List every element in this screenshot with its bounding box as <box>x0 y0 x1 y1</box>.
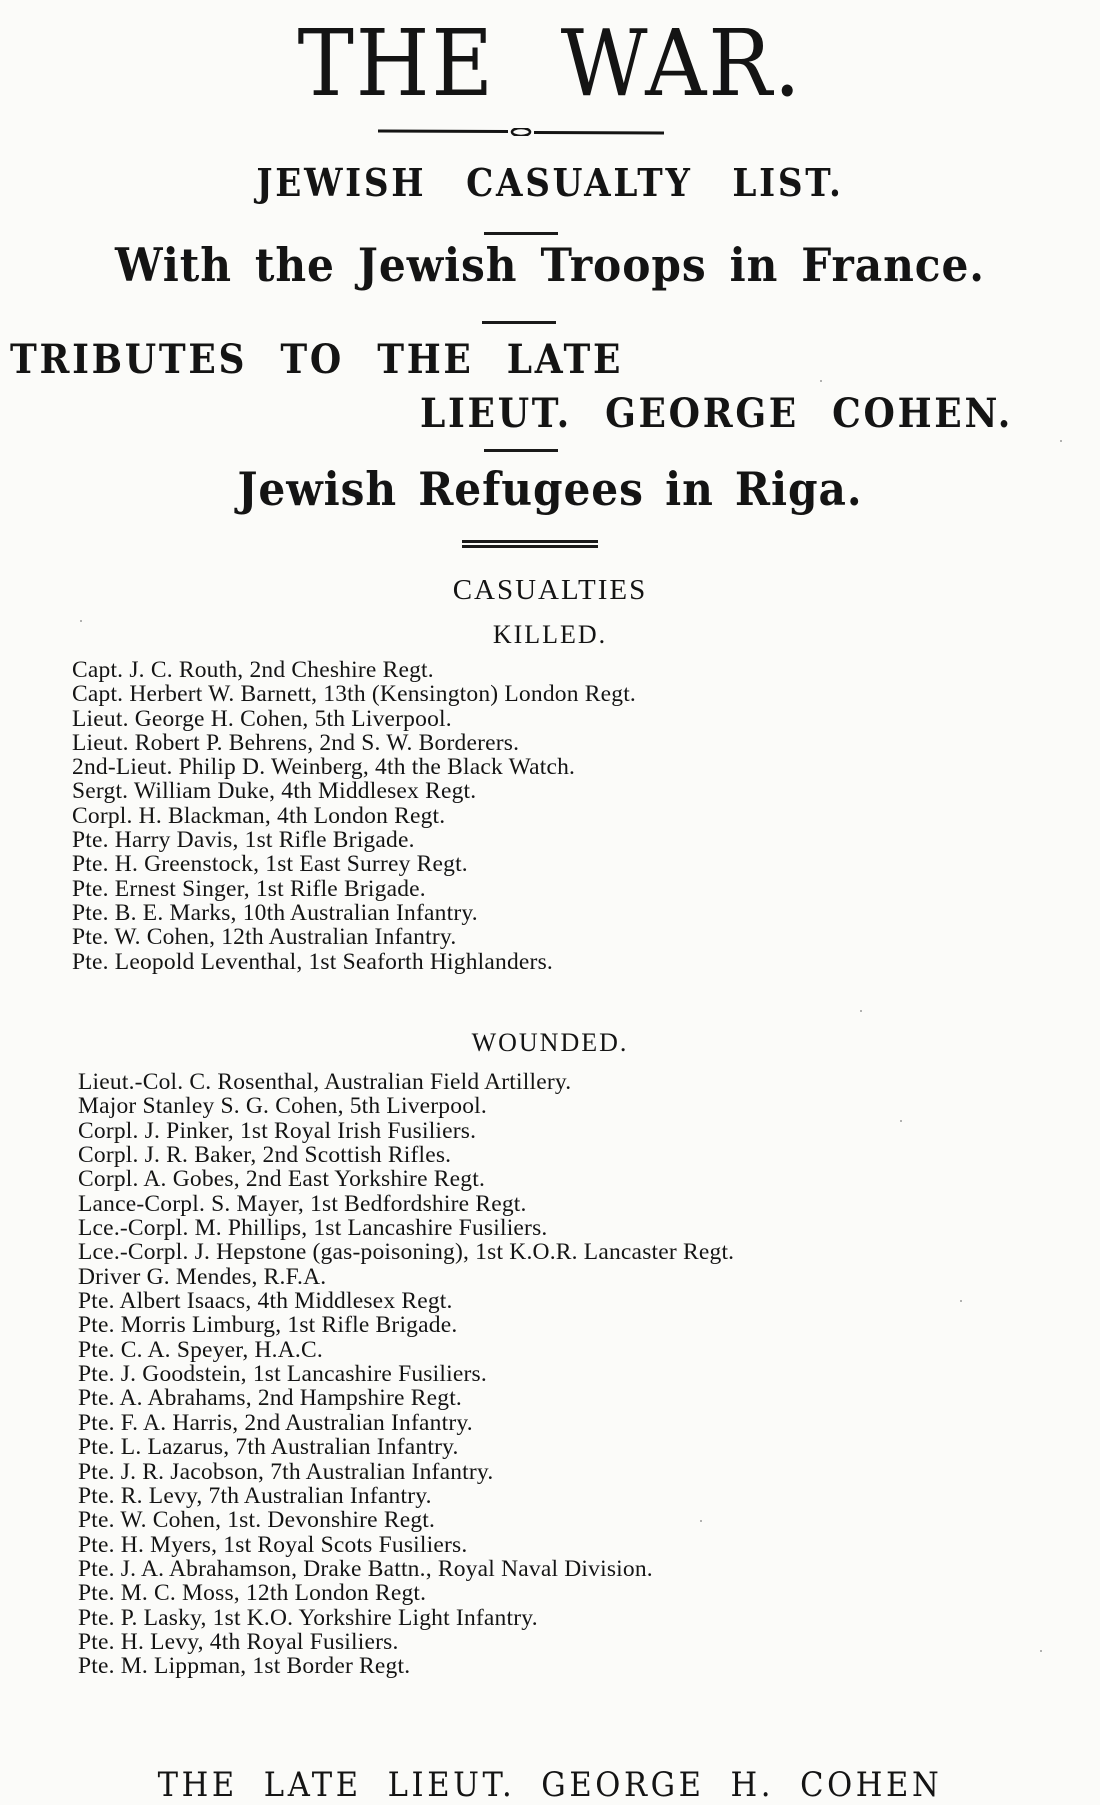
print-speck <box>960 1300 962 1302</box>
subheading-troops-france: With the Jewish Troops in France. <box>115 238 985 292</box>
list-item: Sergt. William Duke, 4th Middlesex Regt. <box>72 778 477 805</box>
list-item: Pte. H. Greenstock, 1st East Surrey Regt. <box>72 851 468 878</box>
list-item: Pte. B. E. Marks, 10th Australian Infantry. <box>72 899 478 926</box>
killed-heading: KILLED. <box>492 620 608 649</box>
print-speck <box>1060 440 1062 442</box>
print-speck <box>80 620 82 622</box>
list-item: Pte. L. Lazarus, 7th Australian Infantry. <box>78 1434 459 1461</box>
list-item: Corpl. J. Pinker, 1st Royal Irish Fusiliers. <box>78 1117 477 1144</box>
list-item: Lce.-Corpl. M. Phillips, 1st Lancashire Fusiliers. <box>78 1215 548 1242</box>
print-speck <box>1040 1650 1042 1652</box>
list-item: Pte. Morris Limburg, 1st Rifle Brigade. <box>78 1312 458 1339</box>
list-item: Lieut.-Col. C. Rosenthal, Australian Field Artillery. <box>78 1069 572 1095</box>
list-item: Capt. J. C. Routh, 2nd Cheshire Regt. <box>72 657 434 683</box>
casualties-heading: CASUALTIES <box>452 574 648 606</box>
list-item: Capt. Herbert W. Barnett, 13th (Kensington) London Regt. <box>72 681 637 708</box>
ornamental-rule <box>378 128 664 136</box>
list-item: Pte. M. C. Moss, 12th London Regt. <box>78 1580 427 1607</box>
list-item: Pte. Leopold Leventhal, 1st Seaforth Highlanders. <box>72 948 553 975</box>
list-item: Pte. A. Abrahams, 2nd Hampshire Regt. <box>78 1385 463 1412</box>
wounded-heading: WOUNDED. <box>471 1028 629 1057</box>
list-item: Lance-Corpl. S. Mayer, 1st Bedfordshire Regt. <box>78 1190 527 1217</box>
list-item: Driver G. Mendes, R.F.A. <box>78 1263 327 1290</box>
list-item: Pte. W. Cohen, 12th Australian Infantry. <box>72 924 457 951</box>
list-item: Pte. Albert Isaacs, 4th Middlesex Regt. <box>78 1288 453 1315</box>
divider-rule <box>482 321 556 324</box>
killed-list <box>72 658 636 974</box>
list-item: 2nd-Lieut. Philip D. Weinberg, 4th the Black Watch. <box>72 754 576 781</box>
article-title: THE WAR. <box>297 10 803 117</box>
list-item: Lieut. George H. Cohen, 5th Liverpool. <box>72 705 452 732</box>
divider-rule <box>484 449 558 452</box>
print-speck <box>900 1120 902 1122</box>
list-item: Corpl. H. Blackman, 4th London Regt. <box>72 802 446 829</box>
print-speck <box>700 1520 702 1522</box>
divider-rule <box>484 232 558 235</box>
list-item: Pte. H. Levy, 4th Royal Fusiliers. <box>78 1628 399 1655</box>
list-item: Pte. H. Myers, 1st Royal Scots Fusiliers. <box>78 1531 468 1558</box>
wounded-list <box>78 1070 734 1679</box>
print-speck <box>860 1010 862 1012</box>
list-item: Pte. J. Goodstein, 1st Lancashire Fusiliers. <box>78 1361 487 1388</box>
list-item: Corpl. A. Gobes, 2nd East Yorkshire Regt. <box>78 1166 486 1193</box>
list-item: Pte. Harry Davis, 1st Rifle Brigade. <box>72 827 415 854</box>
double-rule <box>462 540 598 548</box>
list-item: Lce.-Corpl. J. Hepstone (gas-poisoning), 1st K.O.R. Lancaster Regt. <box>78 1239 735 1266</box>
next-article-heading: THE LATE LIEUT. GEORGE H. COHEN <box>157 1765 943 1805</box>
list-item: Pte. M. Lippman, 1st Border Regt. <box>78 1653 411 1680</box>
subheading-refugees-riga: Jewish Refugees in Riga. <box>237 462 863 516</box>
list-item: Pte. C. A. Speyer, H.A.C. <box>78 1336 323 1363</box>
list-item: Pte. F. A. Harris, 2nd Australian Infantry. <box>78 1409 473 1436</box>
list-item: Pte. Ernest Singer, 1st Rifle Brigade. <box>72 875 426 902</box>
print-speck <box>820 380 822 382</box>
list-item: Pte. J. A. Abrahamson, Drake Battn., Royal Naval Division. <box>78 1555 653 1582</box>
list-item: Pte. R. Levy, 7th Australian Infantry. <box>78 1482 432 1509</box>
list-item: Pte. W. Cohen, 1st. Devonshire Regt. <box>78 1507 436 1534</box>
list-item: Lieut. Robert P. Behrens, 2nd S. W. Borderers. <box>72 729 520 756</box>
list-item: Pte. J. R. Jacobson, 7th Australian Infantry. <box>78 1458 494 1485</box>
subheading-lieut-cohen: LIEUT. GEORGE COHEN. <box>420 390 1013 437</box>
subheading-tributes: TRIBUTES TO THE LATE <box>10 336 624 383</box>
list-item: Pte. P. Lasky, 1st K.O. Yorkshire Light Infantry. <box>78 1604 538 1631</box>
subheading-casualty-list: JEWISH CASUALTY LIST. <box>256 160 844 205</box>
list-item: Major Stanley S. G. Cohen, 5th Liverpool. <box>78 1093 487 1120</box>
list-item: Corpl. J. R. Baker, 2nd Scottish Rifles. <box>78 1142 452 1169</box>
